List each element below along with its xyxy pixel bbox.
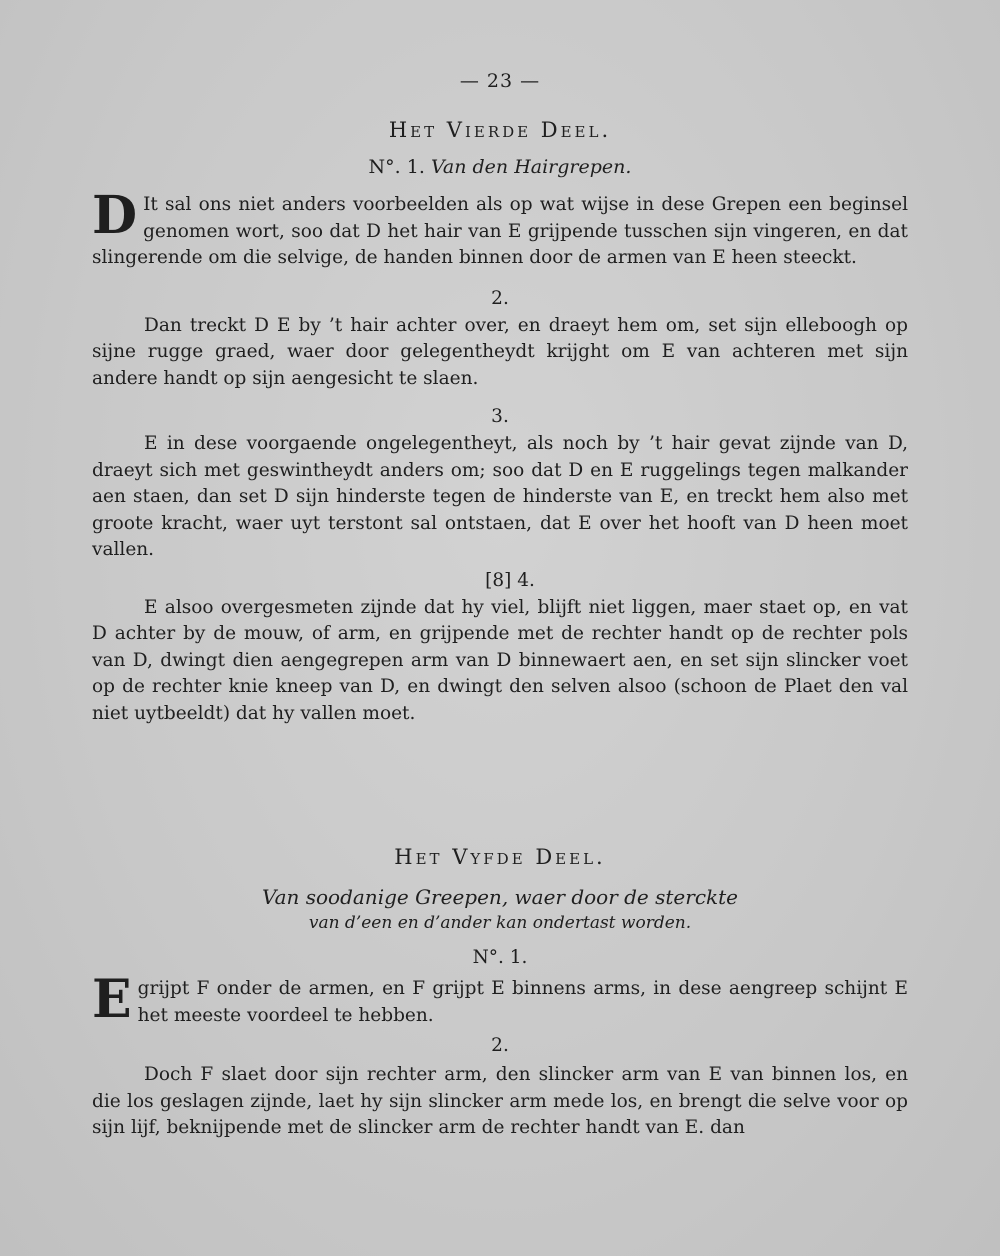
paragraph-2: Doch F slaet door sijn rechter arm, den slincker arm van E van binnen los, en die los geslagen zijnde, laet hy sijn slincker arm mede los, en brengt die selve voor op sijn lijf, beknijpende met de slincker arm de rechter handt van E. dan [92, 1064, 908, 1138]
section-vyfde-deel [92, 845, 908, 1142]
section-subtitle [92, 913, 908, 933]
paragraph-3: E in dese voorgaende ongelegentheyt, als noch by ’t hair gevat zijnde van D, draeyt sich met geswintheydt anders om; soo dat D en E ruggelings tegen malkander aen staen, dan set D sijn hinderste tegen de hinderste van E, en treckt hem also met groote kracht, waer uyt terstont sal ontstaen, dat E over het hooft van D heen moet vallen. [92, 433, 908, 560]
subtitle-title: Van den Hairgrepen. [430, 156, 632, 178]
paragraph-text: grijpt F onder de armen, en F grijpt E binnens arms, in dese aengreep schijnt E het meeste voordeel te hebben. [137, 978, 908, 1026]
subtitle-line-2: van d’een en d’ander kan ondertast worden. [308, 913, 692, 933]
paragraph-number: 2. [491, 287, 509, 309]
section-subtitle [92, 156, 908, 178]
subtitle-line-1: Van soodanige Greepen, waer door de sterckte [261, 885, 739, 909]
paragraph-2: Dan treckt D E by ’t hair achter over, en draeyt hem om, set sijn elleboogh op sijne rugge graed, waer door gelegentheydt krijght om E van achteren met sijn andere handt op sijn aengesicht te slaen. [92, 314, 908, 389]
section-vierde-deel [92, 118, 908, 727]
drop-cap: E [92, 969, 132, 1030]
paragraph-number: 3. [491, 406, 509, 427]
drop-cap: D [92, 185, 138, 246]
paragraph-4: E alsoo overgesmeten zijnde dat hy viel, blijft niet liggen, maer staet op, en vat D achter by de mouw, of arm, en grijpende met de rechter handt op de rechter pols van D, dwingt dien aengegrepen arm van D binnewaert aen, en set sijn slincker voet op de rechter knie kneep van D, en dwingt den selven alsoo (schoon de Plaet den val niet uytbeeldt) dat hy vallen moet. [92, 596, 908, 724]
subtitle-number: N°. 1. [368, 156, 425, 178]
paragraph-1 [92, 969, 908, 1030]
section-heading: Het Vyfde Deel. [394, 845, 606, 869]
section-subtitle [92, 885, 908, 909]
paragraph-text: It sal ons niet anders voorbeelden als op wat wijse in dese Grepen een beginsel genomen wort, soo dat D het hair van E grijpende tusschen sijn vingeren, en dat slingerende om die selvige, de handen binnen door de armen van E heen steeckt. [92, 194, 908, 268]
paragraph-number: 2. [491, 1035, 509, 1056]
paragraph-1 [92, 185, 908, 272]
section-heading: Het Vierde Deel. [388, 118, 612, 142]
paragraph-number: [8] 4. [485, 569, 535, 591]
paragraph-number: N°. 1. [472, 947, 528, 968]
page-number: — 23 — [459, 70, 541, 92]
